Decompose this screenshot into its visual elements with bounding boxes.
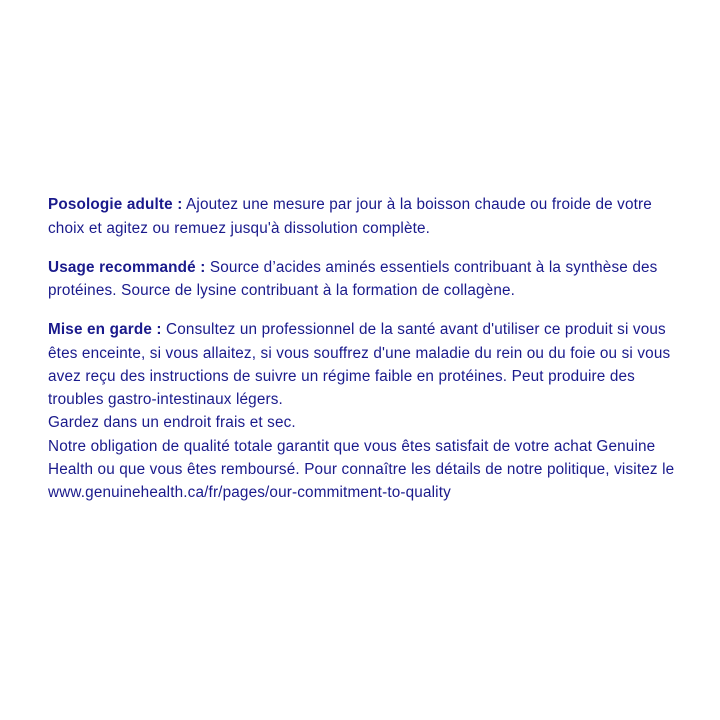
storage-note: Gardez dans un endroit frais et sec. — [48, 414, 296, 432]
warning-heading: Mise en garde : — [48, 321, 162, 339]
policy-url: www.genuinehealth.ca/fr/pages/our-commitment-to-quality — [48, 484, 451, 502]
recommended-use-body: Source d’acides aminés essentiels contribuant à la synthèse des protéines. Source de lysine contribuant à la formation de collagène. — [48, 258, 658, 300]
guarantee-note — [48, 435, 678, 505]
warning-section — [48, 318, 678, 504]
dosage-heading: Posologie adulte : — [48, 196, 183, 214]
guarantee-text: Notre obligation de qualité totale garantit que vous êtes satisfait de votre achat Genuine Health ou que vous êtes remboursé. Pour connaître les détails de notre politique, visitez le — [48, 437, 675, 478]
recommended-use-heading: Usage recommandé : — [48, 258, 206, 276]
dosage-body: Ajoutez une mesure par jour à la boisson chaude ou froide de votre choix et agitez ou remuez jusqu'à dissolution complète. — [48, 196, 652, 237]
dosage-paragraph — [48, 193, 678, 240]
recommended-use-paragraph — [48, 256, 678, 303]
warning-paragraph — [48, 318, 678, 411]
warning-body: Consultez un professionnel de la santé avant d'utiliser ce produit si vous êtes enceinte, si vous allaitez, si vous souffrez d'une maladie du rein ou du foie ou si vous avez reçu des instructions de suivre un régime faible en protéines. Peut produire des troubles gastro-intestinaux légers. — [48, 321, 671, 409]
recommended-use-section — [48, 256, 678, 303]
dosage-section — [48, 193, 678, 240]
product-label-panel — [48, 178, 678, 504]
